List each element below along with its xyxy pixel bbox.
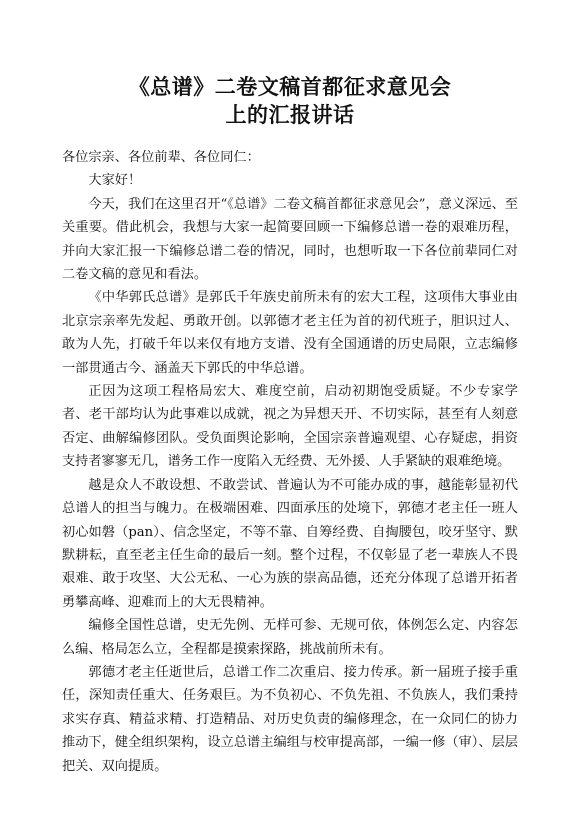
- body-paragraph-1: 今天，我们在这里召开“《总谱》二卷文稿首都征求意见会”，意义深远、至关重要。借此机会，我想与大家一起简要回顾一下编修总谱一卷的艰难历程，并向大家汇报一下编修总谱二卷的情况，同时，也想听取一下各位前辈同仁对二卷文稿的意见和看法。: [62, 196, 518, 283]
- body-paragraph-4: 越是众人不敢设想、不敢尝试、普遍认为不可能办成的事，越能彰显初代总谱人的担当与魄力。在极端困难、四面承压的处境下，郭德才老主任一班人初心如磐（pan）、信念坚定，不等不靠、自筹经费、自掏腰包，咬牙坚守、默默耕耘，直至老主任生命的最后一刻。整个过程，不仅彰显了老一辈族人不畏艰难、敢于攻坚、大公无私、一心为族的崇高品德，还充分体现了总谱开拓者勇攀高峰、迎难而上的大无畏精神。: [62, 477, 518, 610]
- document-title-line-1: 《总谱》二卷文稿首都征求意见会: [128, 74, 452, 99]
- body-paragraph-6: 郭德才老主任逝世后，总谱工作二次重启、接力传承。新一届班子接手重任，深知责任重大、任务艰巨。为不负初心、不负先祖、不负族人，我们秉持求实存真、精益求精、打造精品、对历史负责的编修理念，在一众同仁的协力推动下，健全组织架构，设立总谱主编组与校审提高部，一编一修（审）、层层把关、双向提质。: [62, 664, 518, 774]
- document-body: [62, 146, 518, 778]
- body-paragraph-3: 正因为这项工程格局宏大、难度空前，启动初期饱受质疑。不少专家学者、老干部均认为此事难以成就，视之为异想天开、不切实际，甚至有人刻意否定、曲解编修团队。受负面舆论影响，全国宗亲普遍观望、心存疑虑，捐资支持者寥寥无几，谱务工作一度陷入无经费、无外援、人手紧缺的艰难绝境。: [62, 384, 518, 470]
- body-paragraph-5: 编修全国性总谱，史无先例、无样可参、无规可依，体例怎么定、内容怎么编、格局怎么立，全程都是摸索探路，挑战前所未有。: [62, 618, 518, 657]
- greeting: 大家好！: [88, 173, 142, 189]
- body-paragraph-2: 《中华郭氏总谱》是郭氏千年族史前所未有的宏大工程，这项伟大事业由北京宗亲率先发起、勇敢开创。以郭德才老主任为首的初代班子，胆识过人、敢为人先，打破千年以来仅有地方支谱、没有全国通谱的历史局限，立志编修一部贯通古今、涵盖天下郭氏的中华总谱。: [62, 290, 518, 376]
- document-title-line-2: 上的汇报讲话: [225, 102, 355, 127]
- salutation: 各位宗亲、各位前辈、各位同仁：: [62, 150, 260, 165]
